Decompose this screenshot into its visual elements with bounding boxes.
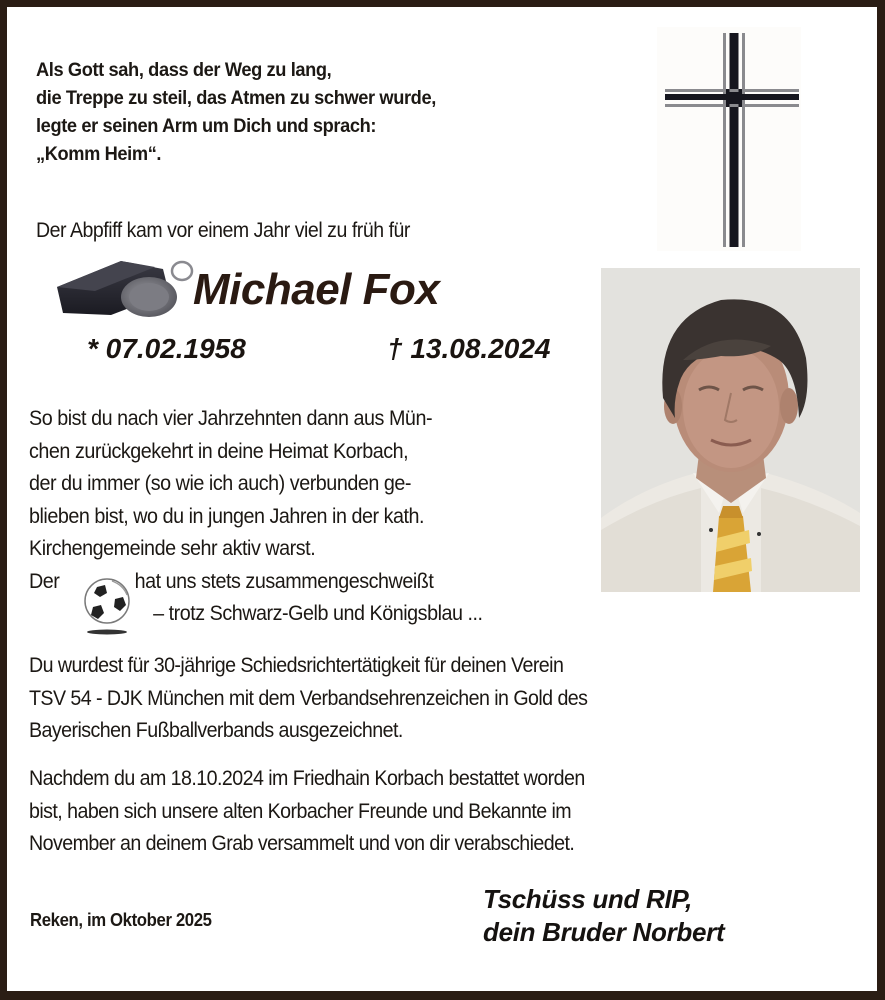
signoff [483,883,724,949]
verse-line: legte er seinen Arm um Dich und sprach: [36,116,377,137]
bio-line: der du immer (so wie ich auch) verbunden ge- [29,472,411,495]
burial-line: bist, haben sich unsere alten Korbacher Freunde und Bekannte im [29,799,572,823]
soccer-ball-icon [79,575,135,642]
burial-line: November an deinem Grab versammelt und von dir verabschiedet. [29,832,575,855]
signoff-line: dein Bruder Norbert [483,917,725,947]
death-date: † 13.08.2024 [387,333,551,364]
signoff-line: Tschüss und RIP, [483,884,693,914]
obituary-card [7,7,877,991]
deceased-name: Michael Fox [193,265,440,314]
award-line: Du wurdest für 30-jährige Schiedsrichtertätigkeit für deinen Verein [29,654,564,677]
bio-line: Kirchengemeinde sehr aktiv warst. [29,537,316,560]
place-date: Reken, im Oktober 2025 [30,910,212,930]
portrait-photo [601,268,860,592]
burial-paragraph [29,763,585,861]
verse-line: Als Gott sah, dass der Weg zu lang, [36,60,332,81]
bio-ball-suffix: hat uns stets zusammengeschweißt [134,569,434,593]
verse-line: „Komm Heim“. [36,144,162,165]
bio-line: – trotz Schwarz-Gelb und Königsblau ... [153,602,483,625]
birth-date: * 07.02.1958 [87,333,246,364]
whistle-icon [51,253,201,328]
cross-icon [657,27,801,251]
verse-line: die Treppe zu steil, das Atmen zu schwer wurde, [36,88,436,109]
award-paragraph [29,650,587,748]
award-line: TSV 54 - DJK München mit dem Verbandsehrenzeichen in Gold des [29,686,588,710]
burial-line: Nachdem du am 18.10.2024 im Friedhain Korbach bestattet worden [29,767,585,790]
verse [36,57,436,169]
bio-line: So bist du nach vier Jahrzehnten dann aus Mün- [29,407,433,430]
award-line: Bayerischen Fußballverbands ausgezeichnet. [29,719,403,742]
bio-ball-prefix: Der [29,569,60,593]
bio-line: chen zurückgekehrt in deine Heimat Korbach, [29,439,409,463]
bio-line: blieben bist, wo du in jungen Jahren in der kath. [29,504,425,528]
intro-text: Der Abpfiff kam vor einem Jahr viel zu früh für [36,219,410,242]
